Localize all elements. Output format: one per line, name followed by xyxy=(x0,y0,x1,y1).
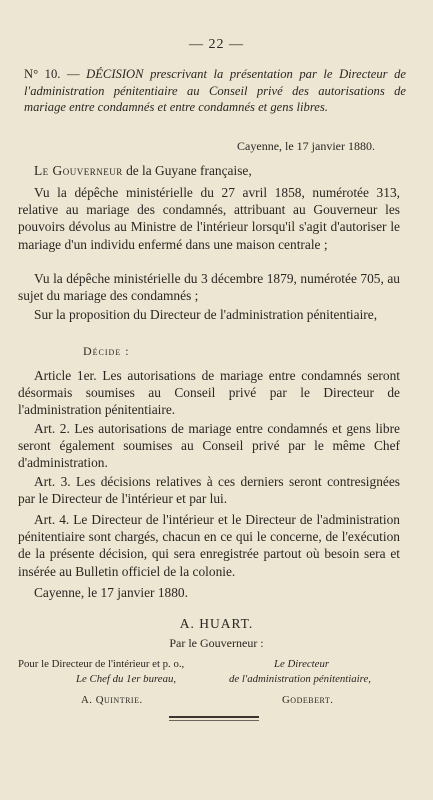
decision-number: N° 10. — xyxy=(24,67,80,81)
article-text: Article 1er. Les autorisations de mariage entre condamnés seront désormais soumises au Conseil privé par le Directeur de l'administration pénitentiaire. xyxy=(18,368,400,418)
heading-rest: de la Guyane française, xyxy=(126,163,252,178)
signature-right-name: Godebert. xyxy=(282,694,334,706)
article-3 xyxy=(18,473,400,507)
article-1 xyxy=(18,367,400,419)
considerant-1 xyxy=(18,184,400,253)
article-4 xyxy=(18,511,400,580)
considerant-text: Vu la dépêche ministérielle du 27 avril 1858, numérotée 313, relative au mariage des condamnés, attribuant au Gouverneur les pouvoirs dévolus au Ministre de l'intérieur lorsqu'il s'agit d'autoriser le mariage d'un individu enfermé dans une maison centrale ; xyxy=(18,185,400,252)
article-text: Art. 4. Le Directeur de l'intérieur et le Directeur de l'administration pénitentiaire sont chargés, chacun en ce qui le concerne, de l'exécution de la présente décision, qui sera enregistrée partout où besoin sera et insérée au Bulletin officiel de la colonie. xyxy=(18,512,400,579)
signature-right-line1: Le Directeur xyxy=(274,658,330,670)
signature-left-name: A. Quintrie. xyxy=(81,694,143,706)
par-le-gouverneur: Par le Gouverneur : xyxy=(169,636,264,650)
heading-prefix: Le Gouverneur xyxy=(34,163,123,178)
signature-left-line1: Pour le Directeur de l'intérieur et p. o., xyxy=(18,658,185,670)
considerant-2 xyxy=(18,270,400,304)
decision-title xyxy=(24,66,406,116)
signature-left-line2: Le Chef du 1er bureau, xyxy=(76,673,177,685)
article-2 xyxy=(18,420,400,472)
governor-signature: A. HUART. xyxy=(179,616,254,631)
article-text: Art. 3. Les décisions relatives à ces derniers seront contresignées par le Directeur de l'intérieur et par lui. xyxy=(18,474,400,507)
end-rule xyxy=(169,716,259,718)
signature-right-line2: de l'administration pénitentiaire, xyxy=(229,673,371,685)
closing-date: Cayenne, le 17 janvier 1880. xyxy=(34,585,188,600)
considerant-text: Vu la dépêche ministérielle du 3 décembre 1879, numérotée 705, au sujet du mariage des condamnés ; xyxy=(18,271,400,304)
end-rule-thin xyxy=(169,720,259,721)
preamble-heading xyxy=(18,162,400,179)
considerant-3 xyxy=(18,306,400,323)
article-text: Art. 2. Les autorisations de mariage entre condamnés et gens libre seront également soumises au Conseil privé par le même Chef d'administration. xyxy=(18,421,400,471)
decision-label: DÉCISION xyxy=(86,67,144,81)
closing-date-block xyxy=(18,584,400,601)
decision-subject: prescrivant la présentation par le Directeur de l'administration pénitentiaire au Conseil privé des autorisations de mariage entre condamnés et entre condamnés et gens libres. xyxy=(24,67,407,114)
page-number: — 22 — xyxy=(189,37,244,52)
dateline: Cayenne, le 17 janvier 1880. xyxy=(237,139,375,153)
considerant-text: Sur la proposition du Directeur de l'administration pénitentiaire, xyxy=(34,307,378,322)
decide-label: Décide : xyxy=(83,344,130,358)
